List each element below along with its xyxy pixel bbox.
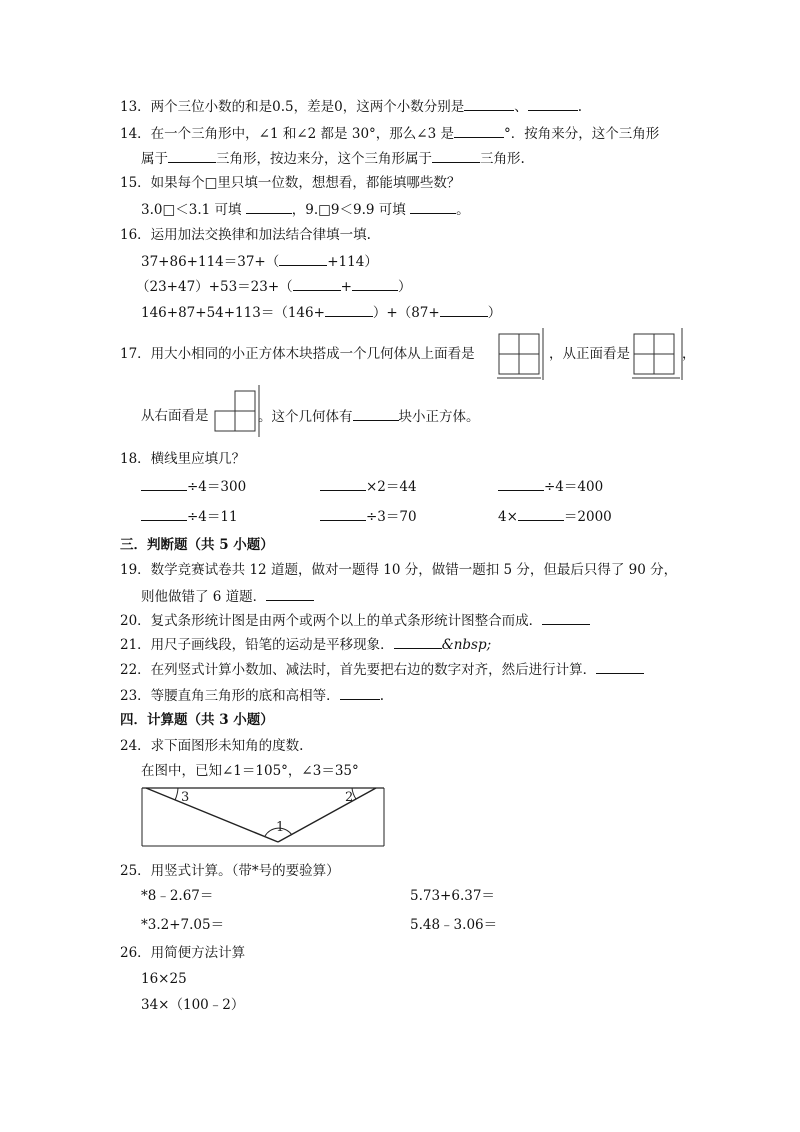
question-14-line1: 14．在一个三角形中，∠1 和∠2 都是 30°，那么∠3 是 °．按角来分，这个三角形 <box>120 126 660 142</box>
question-17-line1b: ，从正面看是 <box>549 346 630 362</box>
answer-blank[interactable] <box>454 124 504 138</box>
q25-item: 5.48﹣3.06＝ <box>410 917 498 933</box>
answer-blank[interactable] <box>518 507 564 521</box>
answer-blank[interactable] <box>320 507 366 521</box>
question-16-line3: 146+87+54+113＝（146+ ）+（87+ ） <box>141 305 502 321</box>
answer-blank[interactable] <box>320 477 366 491</box>
q25-item: 5.73+6.37＝ <box>410 888 495 904</box>
angle-label-1: 1 <box>276 820 285 835</box>
q18-item: 4× ＝2000 <box>498 509 612 525</box>
question-17-line2a: 从右面看是 <box>141 408 209 424</box>
question-25-title: 25．用竖式计算。（带*号的要验算） <box>120 863 340 879</box>
answer-blank[interactable] <box>432 149 480 163</box>
question-15-answers: 3.0□＜3.1 可填 ，9.□9＜9.9 可填 。 <box>141 202 470 218</box>
q18-item: ÷4＝300 <box>141 477 246 496</box>
question-17-line2b: 。这个几何体有 块小正方体。 <box>258 409 480 425</box>
question-13: 13．两个三位小数的和是0.5，差是0，这两个小数分别是 、 . <box>120 99 583 115</box>
answer-blank[interactable] <box>246 200 292 214</box>
question-15-title: 15．如果每个□里只填一位数，想想看，都能填哪些数？ <box>120 175 461 191</box>
question-17-line1a: 17．用大小相同的小正方体木块搭成一个几何体从上面看是 <box>120 346 475 362</box>
answer-blank[interactable] <box>141 507 187 521</box>
question-24-title: 24．求下面图形未知角的度数. <box>120 738 304 754</box>
section-4-heading: 四．计算题（共 3 小题） <box>120 712 274 728</box>
section-3-heading: 三．判断题（共 5 小题） <box>120 537 274 553</box>
q18-item: ÷3＝70 <box>320 507 417 526</box>
answer-blank[interactable] <box>168 149 216 163</box>
answer-blank[interactable] <box>325 303 373 317</box>
answer-blank[interactable] <box>279 252 327 266</box>
answer-blank[interactable] <box>596 660 644 674</box>
question-19-line1: 19．数学竞赛试卷共 12 道题，做对一题得 10 分，做错一题扣 5 分，但最后只得了 90 分， <box>120 562 678 578</box>
triangle-figure <box>140 786 386 850</box>
q18-item: ÷4＝400 <box>498 477 603 496</box>
answer-blank[interactable] <box>340 686 380 700</box>
question-24-given: 在图中，已知∠1＝105°，∠3＝35° <box>141 763 359 779</box>
question-19-line2: 则他做错了 6 道题． <box>141 587 314 606</box>
q18-item: ÷4＝11 <box>141 507 238 526</box>
question-26-title: 26．用简便方法计算 <box>120 945 246 961</box>
q26-item: 16×25 <box>141 971 187 987</box>
question-20: 20．复式条形统计图是由两个或两个以上的单式条形统计图整合而成． <box>120 611 590 630</box>
question-16-line1: 37+86+114＝37+（ +114） <box>141 254 378 270</box>
angle-label-2: 2 <box>345 790 354 805</box>
question-17-comma: ， <box>682 346 696 362</box>
answer-blank[interactable] <box>542 611 590 625</box>
q18-item: ×2＝44 <box>320 477 417 496</box>
answer-blank[interactable] <box>464 97 514 111</box>
q25-item: *8﹣2.67＝ <box>141 888 214 904</box>
right-view-figure <box>213 385 263 439</box>
question-22: 22．在列竖式计算小数加、减法时，首先要把右边的数字对齐，然后进行计算． <box>120 660 644 679</box>
answer-blank[interactable] <box>141 477 187 491</box>
question-14-line2: 属于 三角形，按边来分，这个三角形属于 三角形. <box>141 151 525 167</box>
question-18-title: 18．横线里应填几？ <box>120 451 246 467</box>
question-23: 23．等腰直角三角形的底和高相等． . <box>120 688 384 704</box>
answer-blank[interactable] <box>266 587 314 601</box>
answer-blank[interactable] <box>353 407 399 421</box>
answer-blank[interactable] <box>293 277 341 291</box>
answer-blank[interactable] <box>410 200 456 214</box>
question-16-line2: （23+47）+53＝23+（ + ） <box>136 279 412 295</box>
question-21: 21．用尺子画线段，铅笔的运动是平移现象． &nbsp; <box>120 637 492 653</box>
q26-item: 34×（100﹣2） <box>141 997 245 1013</box>
top-view-figure <box>497 328 547 382</box>
answer-blank[interactable] <box>528 97 578 111</box>
answer-blank[interactable] <box>394 635 442 649</box>
angle-label-3: 3 <box>181 790 190 805</box>
q25-item: *3.2+7.05＝ <box>141 917 225 933</box>
answer-blank[interactable] <box>440 303 488 317</box>
front-view-figure <box>632 328 686 382</box>
answer-blank[interactable] <box>352 277 398 291</box>
answer-blank[interactable] <box>498 477 544 491</box>
question-16-title: 16．运用加法交换律和加法结合律填一填. <box>120 227 371 243</box>
